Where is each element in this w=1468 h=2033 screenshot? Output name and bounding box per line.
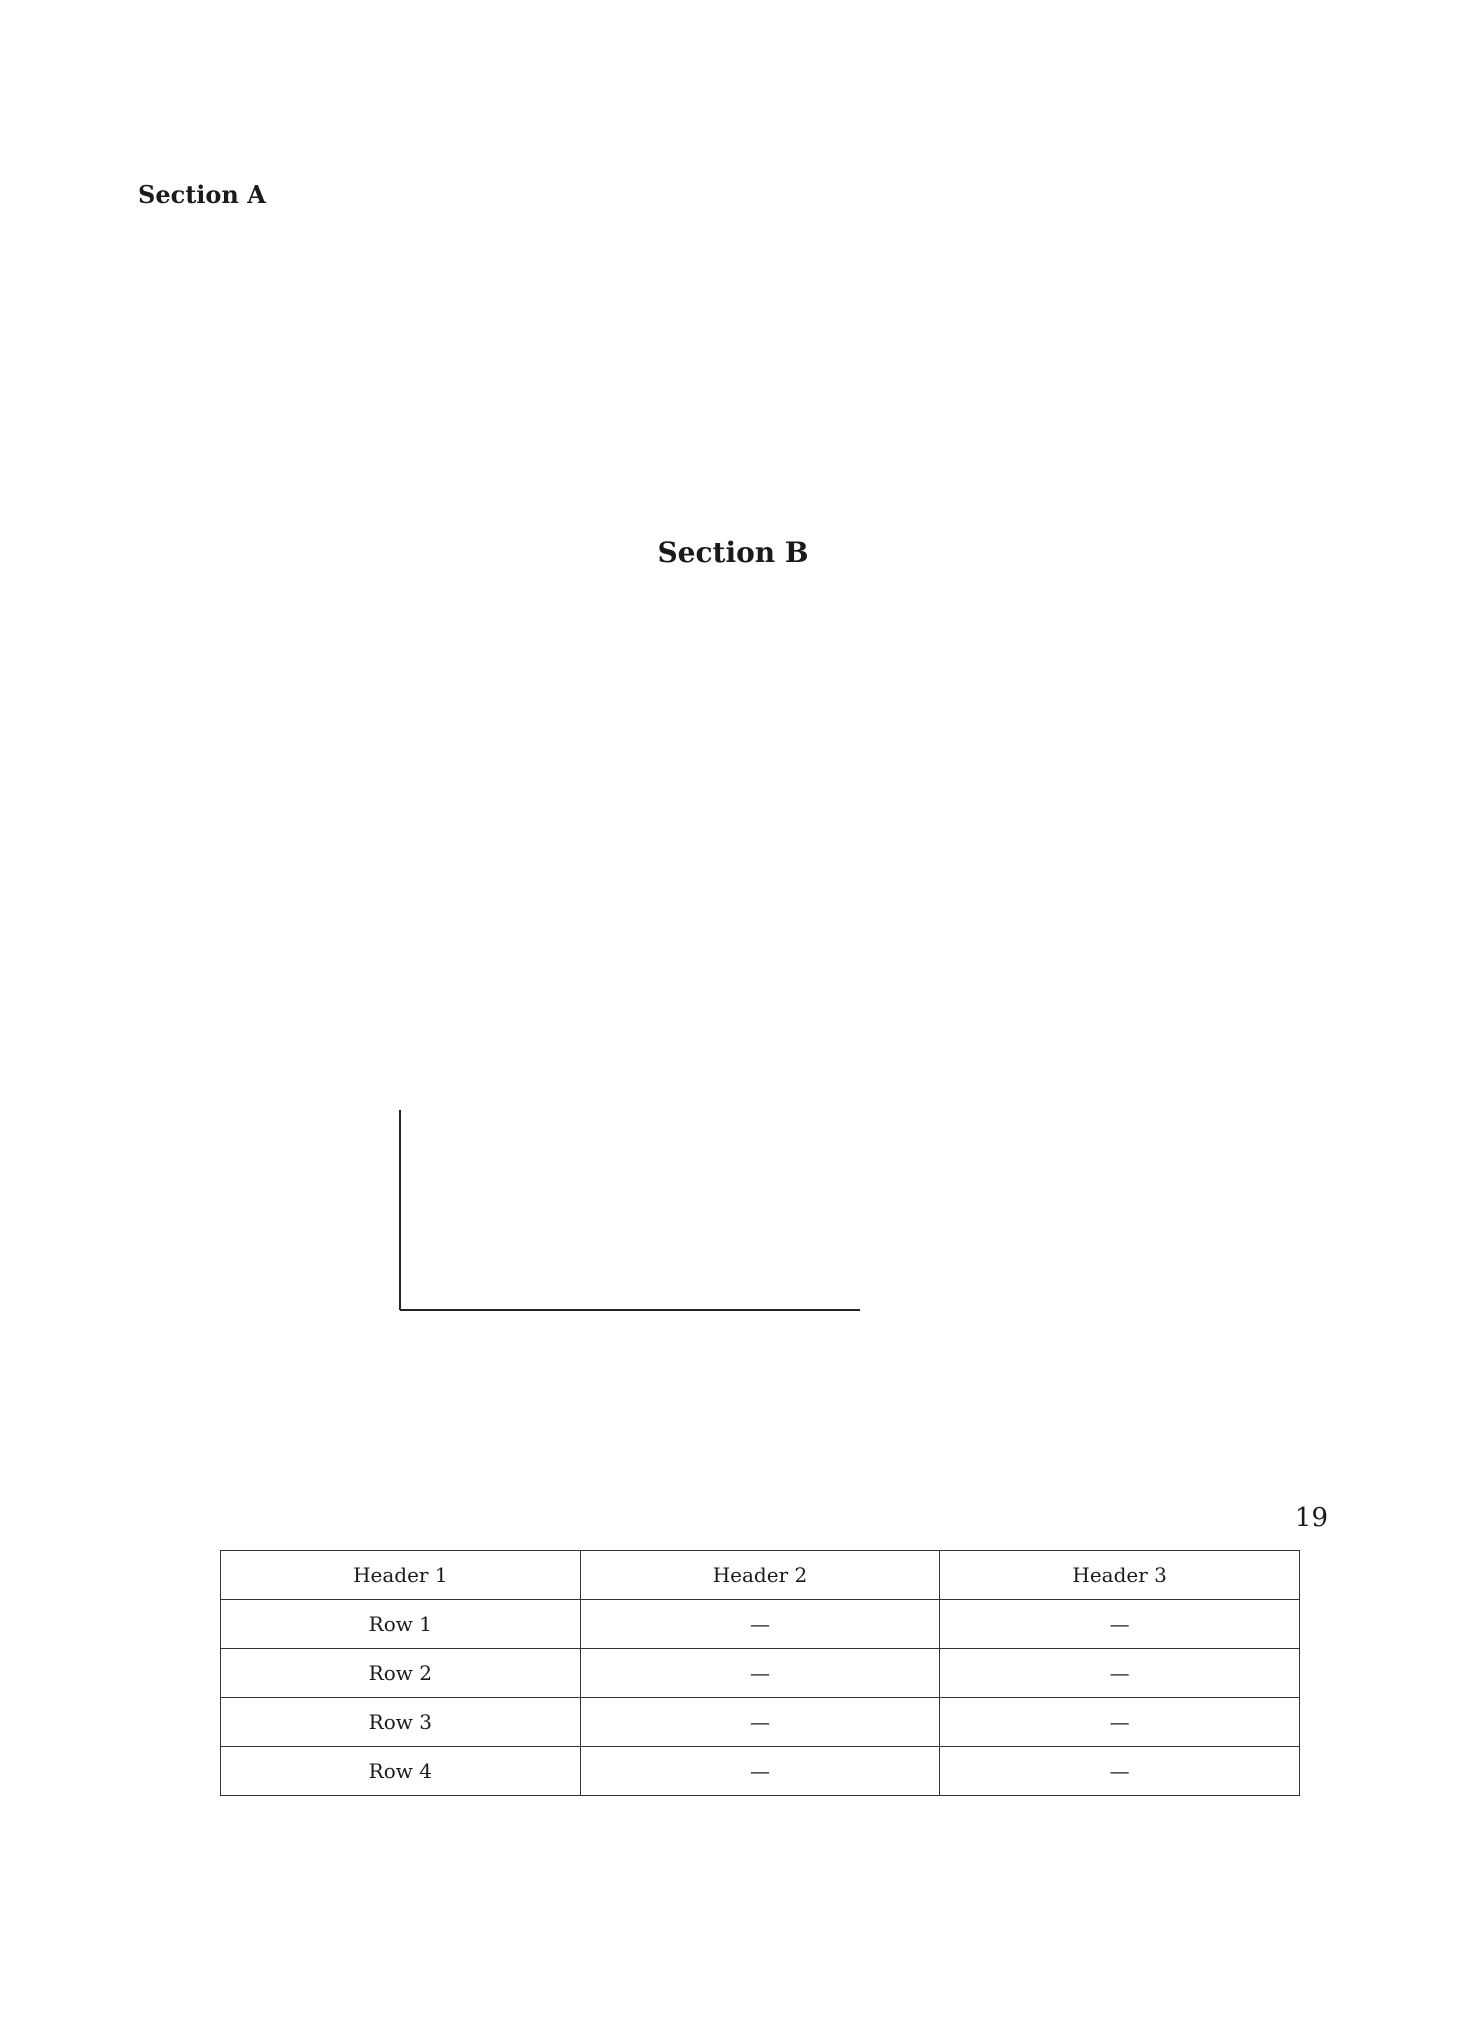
content-placeholder xyxy=(138,215,1328,515)
table-cell: — xyxy=(940,1600,1300,1649)
table-cell: — xyxy=(940,1698,1300,1747)
table-cell: — xyxy=(940,1747,1300,1796)
table-container xyxy=(220,1550,1300,1796)
center-heading: Section B xyxy=(657,536,809,569)
table-row xyxy=(221,1698,1300,1747)
table-cell: — xyxy=(580,1747,940,1796)
page-number: 19 xyxy=(1294,1503,1328,1533)
section-title: Section A xyxy=(138,180,266,209)
table-header-row xyxy=(221,1551,1300,1600)
data-table xyxy=(220,1550,1300,1796)
table-cell: Row 4 xyxy=(221,1747,581,1796)
table-row xyxy=(221,1747,1300,1796)
table-header-cell: Header 2 xyxy=(580,1551,940,1600)
table-header-cell: Header 3 xyxy=(940,1551,1300,1600)
table-row xyxy=(221,1600,1300,1649)
table-cell: Row 1 xyxy=(221,1600,581,1649)
table-cell: Row 2 xyxy=(221,1649,581,1698)
table-cell: — xyxy=(940,1649,1300,1698)
table-header-cell: Header 1 xyxy=(221,1551,581,1600)
table-row xyxy=(221,1649,1300,1698)
table-cell: — xyxy=(580,1600,940,1649)
table-cell: — xyxy=(580,1698,940,1747)
content-block xyxy=(138,175,1328,591)
chart-area xyxy=(360,1090,880,1350)
table-cell: — xyxy=(580,1649,940,1698)
table-cell: Row 3 xyxy=(221,1698,581,1747)
